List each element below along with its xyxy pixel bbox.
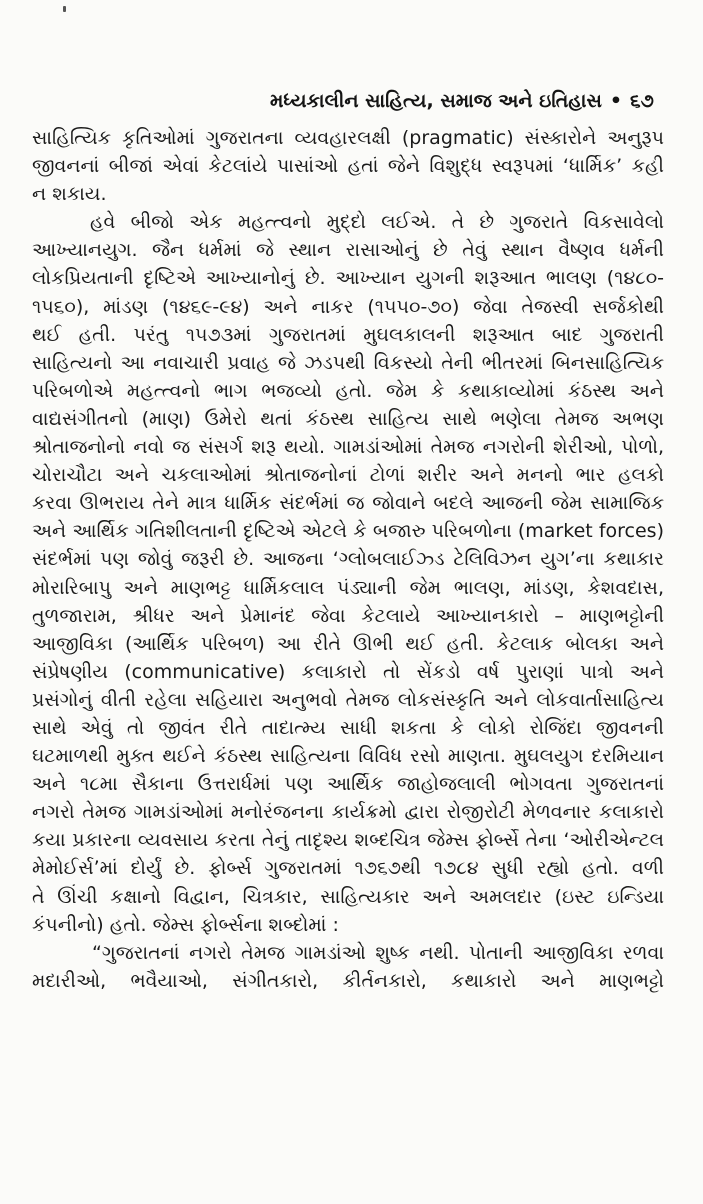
header-separator: • (609, 90, 623, 112)
text-line: અને આર્થિક ગતિશીલતાની દૃષ્ટિએ એટલે કે બજારુ પરિબળોના (market forces) (32, 520, 664, 543)
text-line: ઘટમાળથી મુક્ત થઈને કંઠસ્થ સાહિત્યના વિવિધ રસો માણતા. મુઘલયુગ દરમિયાન (32, 745, 664, 768)
text-line: સંપ્રેષણીય (communicative) કલાકારો તો સેંકડો વર્ષ પુરાણાં પાત્રો અને (32, 660, 664, 683)
quote-line: “ગુજરાતનાં નગરો તેમજ ગામડાંઓ શુષ્ક નથી. પોતાની આજીવિકા રળવા (92, 941, 664, 964)
text-line: વાદ્યસંગીતનો (માણ) ઉમેરો થતાં કંઠસ્થ સાહિત્ય સાથે ભણેલા તેમજ અભણ (32, 407, 664, 430)
ink-speck (63, 6, 66, 12)
quote-line: મદારીઓ, ભવૈયાઓ, સંગીતકારો, કીર્તનકારો, કથાકારો અને માણભટ્ટો (32, 969, 664, 992)
text-line: પરિબળોએ મહત્ત્વનો ભાગ ભજવ્યો હતો. જેમ કે કથાકાવ્યોમાં કંઠસ્થ અને (32, 379, 664, 402)
text-line: કરવા ઊભરાય તેને માત્ર ધાર્મિક સંદર્ભમાં જ જોવાને બદલે આજની જેમ સામાજિક (32, 492, 664, 515)
page-number: ૬૭ (630, 90, 654, 112)
running-header (270, 86, 660, 116)
text-line: સંદર્ભમાં પણ જોવું જરૂરી છે. આજના ‘ગ્લોબલાઈઝ્ડ ટેલિવિઝન યુગ’ના કથાકાર (32, 548, 664, 571)
text-line: અને ૧૮મા સૈકાના ઉત્તરાર્ધમાં પણ આર્થિક જાહોજલાલી ભોગવતા ગુજરાતનાં (32, 773, 664, 796)
text-line: કંપનીનો) હતો. જેમ્સ ફોર્બ્સના શબ્દોમાં : (32, 913, 339, 936)
text-line: નગરો તેમજ ગામડાંઓમાં મનોરંજનના કાર્યક્રમો દ્વારા રોજીરોટી મેળવનાર કલાકારો (32, 801, 664, 824)
text-line: કયા પ્રકારના વ્યવસાય કરતા તેનું તાદૃશ્ય શબ્દચિત્ર જેમ્સ ફોર્બ્સે તેના ‘ઓરીએન્ટલ (32, 829, 664, 852)
text-line: હવે બીજો એક મહત્ત્વનો મુદ્દો લઈએ. તે છે ગુજરાતે વિકસાવેલો (90, 211, 664, 234)
text-line: આજીવિકા (આર્થિક પરિબળ) આ રીતે ઊભી થઈ હતી. કેટલાક બોલકા અને (32, 632, 664, 655)
text-line: તુળજારામ, શ્રીધર અને પ્રેમાનંદ જેવા કેટલાયે આખ્યાનકારો – માણભટ્ટોની (32, 604, 664, 627)
text-line: જીવનનાં બીજાં એવાં કેટલાંયે પાસાંઓ હતાં જેને વિશુદ્ધ સ્વરૂપમાં ‘ધાર્મિક’ કહી (32, 155, 664, 178)
text-line: ચોરાચૌટા અને ચકલાઓમાં શ્રોતાજનોનાં ટોળાં શરીર અને મનનો ભાર હલકો (32, 464, 664, 487)
body-text (32, 124, 664, 995)
text-line: શ્રોતાજનોનો નવો જ સંસર્ગ શરૂ થયો. ગામડાંઓમાં તેમજ નગરોની શેરીઓ, પોળો, (32, 436, 664, 459)
text-line: તે ઊંચી કક્ષાનો વિદ્વાન, ચિત્રકાર, સાહિત્યકાર અને અમલદાર (ઇસ્ટ ઇન્ડિયા (32, 885, 664, 908)
text-line: ન શકાય. (32, 183, 107, 206)
text-line: સાથે એવું તો જીવંત રીતે તાદાત્મ્ય સાધી શકતા કે લોકો રોજિંદા જીવનની (32, 716, 664, 739)
text-line: મોરારિબાપુ અને માણભટ્ટ ધાર્મિકલાલ પંડ્યાની જેમ ભાલણ, માંડણ, કેશવદાસ, (32, 576, 664, 599)
text-line: સાહિત્યનો આ નવાચારી પ્રવાહ જે ઝડપથી વિકસ્યો તેની ભીતરમાં બિનસાહિત્યિક (32, 351, 664, 374)
text-line: સાહિત્યિક કૃતિઓમાં ગુજરાતના વ્યવહારલક્ષી (pragmatic) સંસ્કારોને અનુરૂપ (32, 127, 664, 149)
text-line: થઈ હતી. પરંતુ ૧૫૭૩માં ગુજરાતમાં મુઘલકાલની શરૂઆત બાદ ગુજરાતી (32, 323, 664, 346)
text-line: મેમોઈર્સ’માં દોર્યું છે. ફોર્બ્સ ગુજરાતમાં ૧૭૬૭થી ૧૭૮૪ સુધી રહ્યો હતો. વળી (32, 857, 664, 880)
text-line: પ્રસંગોનું વીતી રહેલા સહિયારા અનુભવો તેમજ લોકસંસ્કૃતિ અને લોકવાર્તાસાહિત્ય (32, 688, 664, 711)
text-line: આખ્યાનયુગ. જૈન ધર્મમાં જે સ્થાન રાસાઓનું છે તેવું સ્થાન વૈષ્ણવ ધર્મની (32, 239, 664, 262)
text-line: લોકપ્રિયતાની દૃષ્ટિએ આખ્યાનોનું છે. આખ્યાન યુગની શરૂઆત ભાલણ (૧૪૮૦- (32, 267, 664, 290)
running-title: મધ્યકાલીન સાહિત્ય, સમાજ અને ઇતિહાસ (270, 90, 602, 112)
text-line: ૧૫૬૦), માંડણ (૧૪૬૯-૯૪) અને નાકર (૧૫૫૦-૭૦) જેવા તેજસ્વી સર્જકોથી (32, 295, 664, 318)
